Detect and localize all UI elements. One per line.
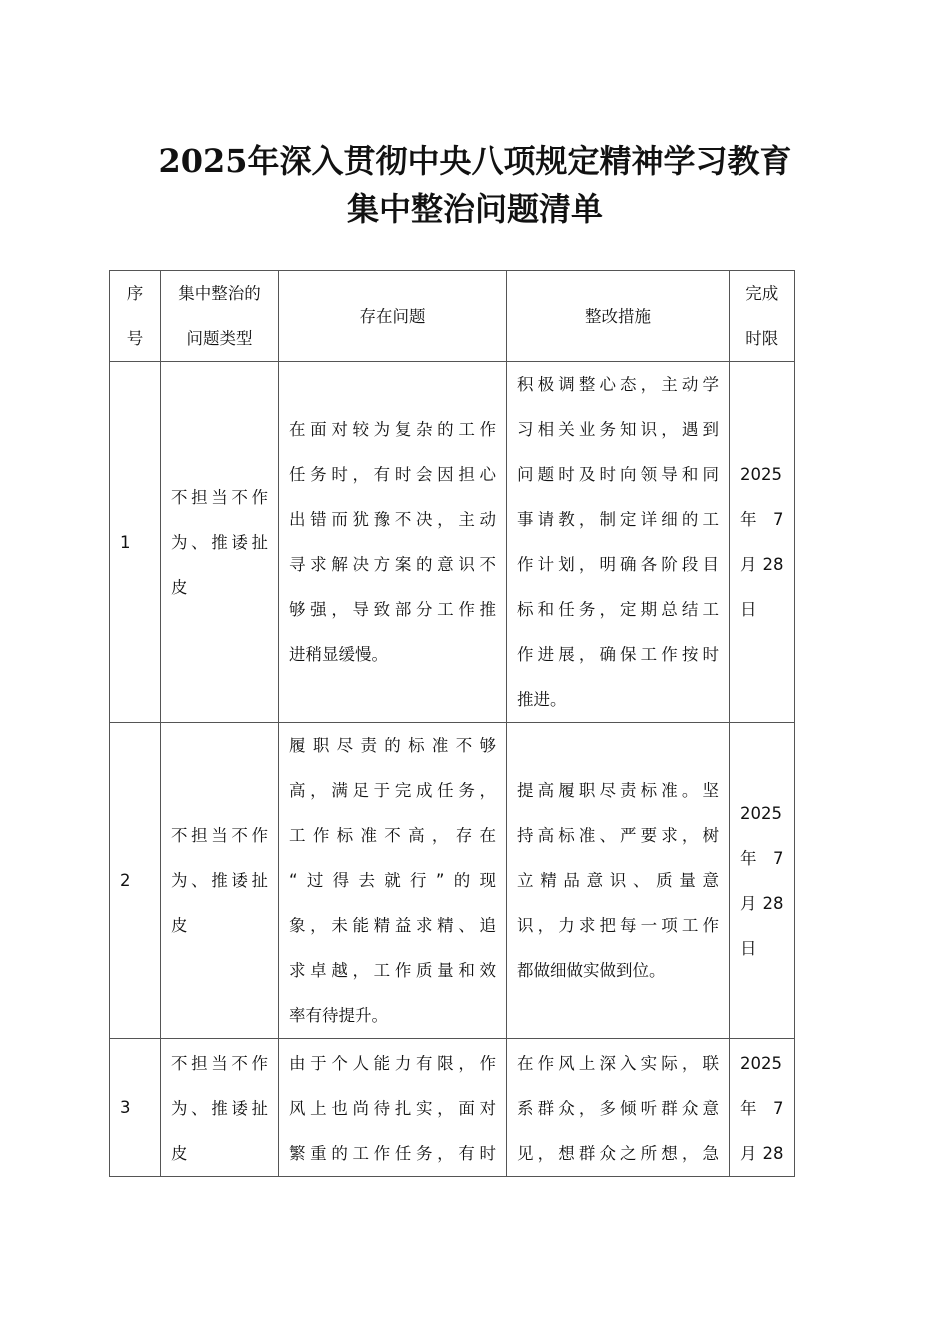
rectification-measure xyxy=(507,362,730,723)
document-title-line-2: 集中整治问题清单 xyxy=(346,190,603,228)
row-number: 1 xyxy=(110,362,161,723)
text-line: 在面对较为复杂的工作 xyxy=(289,420,496,439)
rectification-measure xyxy=(507,723,730,1039)
cell-text xyxy=(171,813,268,948)
text-line: 皮 xyxy=(171,916,188,935)
cell-text xyxy=(289,294,496,339)
text-line: 年 7 xyxy=(740,510,784,529)
text-line: 高，满足于完成任务， xyxy=(289,781,496,800)
text-line: 率有待提升。 xyxy=(289,1006,388,1025)
problem-description xyxy=(279,723,507,1039)
cell-text xyxy=(171,475,268,610)
text-line: 号 xyxy=(126,329,144,348)
deadline xyxy=(730,723,795,1039)
problem-description xyxy=(279,1039,507,1177)
text-line: 识，力求把每一项工作 xyxy=(517,916,719,935)
text-line: 为、推诿扯 xyxy=(171,1099,268,1118)
table-header-row xyxy=(110,271,795,362)
text-line: 求卓越，工作质量和效 xyxy=(289,961,496,980)
text-line: 序 xyxy=(126,284,144,303)
table-row xyxy=(110,1039,795,1177)
text-line: 日 xyxy=(740,938,757,958)
text-line: 提高履职尽责标准。坚 xyxy=(517,781,719,800)
deadline xyxy=(730,362,795,723)
text-line: 整改措施 xyxy=(585,306,651,326)
text-line: 作计划，明确各阶段目 xyxy=(517,555,719,574)
cell-text xyxy=(120,271,150,361)
text-line: 够强，导致部分工作推 xyxy=(289,600,496,619)
text-line: 问题时及时向领导和同 xyxy=(517,465,719,484)
text-line: 事请教，制定详细的工 xyxy=(517,510,719,529)
document-title-line-1: 2025年深入贯彻中央八项规定精神学习教育 xyxy=(158,142,792,180)
problem-type xyxy=(161,1039,279,1177)
text-line: 在作风上深入实际，联 xyxy=(517,1054,719,1073)
text-line: 任务时，有时会因担心 xyxy=(289,465,496,484)
text-line: 标和任务，定期总结工 xyxy=(517,600,719,619)
text-line: 问题类型 xyxy=(186,329,253,348)
cell-text xyxy=(289,1041,496,1176)
cell-text xyxy=(740,452,784,632)
cell-text xyxy=(171,271,268,361)
row-number: 2 xyxy=(110,723,161,1039)
text-line: 工作标准不高，存在 xyxy=(289,826,496,845)
cell-text xyxy=(740,271,784,361)
cell-text xyxy=(289,723,496,1038)
header-no xyxy=(110,271,161,362)
problem-type xyxy=(161,362,279,723)
header-measure xyxy=(507,271,730,362)
header-problem xyxy=(279,271,507,362)
text-line: 月 28 xyxy=(740,555,784,574)
cell-text xyxy=(517,294,719,339)
cell-text xyxy=(171,1041,268,1176)
text-line: 为、推诿扯 xyxy=(171,532,268,552)
problem-type xyxy=(161,723,279,1039)
text-line: 2025 xyxy=(740,1054,782,1073)
rectification-measure xyxy=(507,1039,730,1177)
text-line: 完成 xyxy=(745,284,779,303)
text-line: 年 7 xyxy=(740,1099,784,1118)
text-line: 风上也尚待扎实，面对 xyxy=(289,1099,496,1118)
cell-text xyxy=(740,791,784,971)
text-line: 作进展，确保工作按时 xyxy=(517,645,719,664)
text-line: 系群众，多倾听群众意 xyxy=(517,1099,719,1118)
row-number: 3 xyxy=(110,1039,161,1177)
text-line: 进稍显缓慢。 xyxy=(289,645,388,664)
text-line: 由于个人能力有限，作 xyxy=(289,1054,496,1073)
cell-text xyxy=(289,407,496,677)
table-row xyxy=(110,362,795,723)
deadline xyxy=(730,1039,795,1177)
cell-text xyxy=(517,1041,719,1176)
text-line: 立精品意识、质量意 xyxy=(517,871,719,890)
header-deadline xyxy=(730,271,795,362)
text-line: 习相关业务知识，遇到 xyxy=(517,420,719,439)
text-line: 时限 xyxy=(745,329,779,348)
text-line: 集中整治的 xyxy=(178,284,261,303)
text-line: 出错而犹豫不决，主动 xyxy=(289,510,496,529)
text-line: 都做细做实做到位。 xyxy=(517,961,666,980)
text-line: 繁重的工作任务，有时 xyxy=(289,1144,496,1163)
text-line: 推进。 xyxy=(517,690,567,709)
cell-text xyxy=(517,768,719,993)
text-line: 皮 xyxy=(171,1144,188,1163)
cell-text xyxy=(517,362,719,722)
text-line: 积极调整心态，主动学 xyxy=(517,375,719,394)
text-line: 不担当不作 xyxy=(171,1054,268,1073)
rectification-table xyxy=(109,270,795,1177)
text-line: 寻求解决方案的意识不 xyxy=(289,555,496,574)
text-line: 持高标准、严要求，树 xyxy=(517,826,719,845)
text-line: 年 7 xyxy=(740,848,784,868)
problem-description xyxy=(279,362,507,723)
text-line: “过得去就行”的现 xyxy=(289,871,496,890)
text-line: 为、推诿扯 xyxy=(171,871,268,890)
text-line: 月 28 xyxy=(740,1144,784,1163)
text-line: 皮 xyxy=(171,577,188,597)
text-line: 存在问题 xyxy=(359,306,426,326)
header-type xyxy=(161,271,279,362)
text-line: 日 xyxy=(740,600,757,619)
cell-text xyxy=(740,1041,784,1176)
table-row xyxy=(110,723,795,1039)
text-line: 不担当不作 xyxy=(171,826,268,845)
text-line: 不担当不作 xyxy=(171,487,268,507)
text-line: 月 28 xyxy=(740,893,784,913)
text-line: 2025 xyxy=(740,803,782,823)
text-line: 象，未能精益求精、追 xyxy=(289,916,496,935)
text-line: 2025 xyxy=(740,465,782,484)
text-line: 见，想群众之所想，急 xyxy=(517,1144,719,1163)
text-line: 履职尽责的标准不够 xyxy=(289,736,496,755)
